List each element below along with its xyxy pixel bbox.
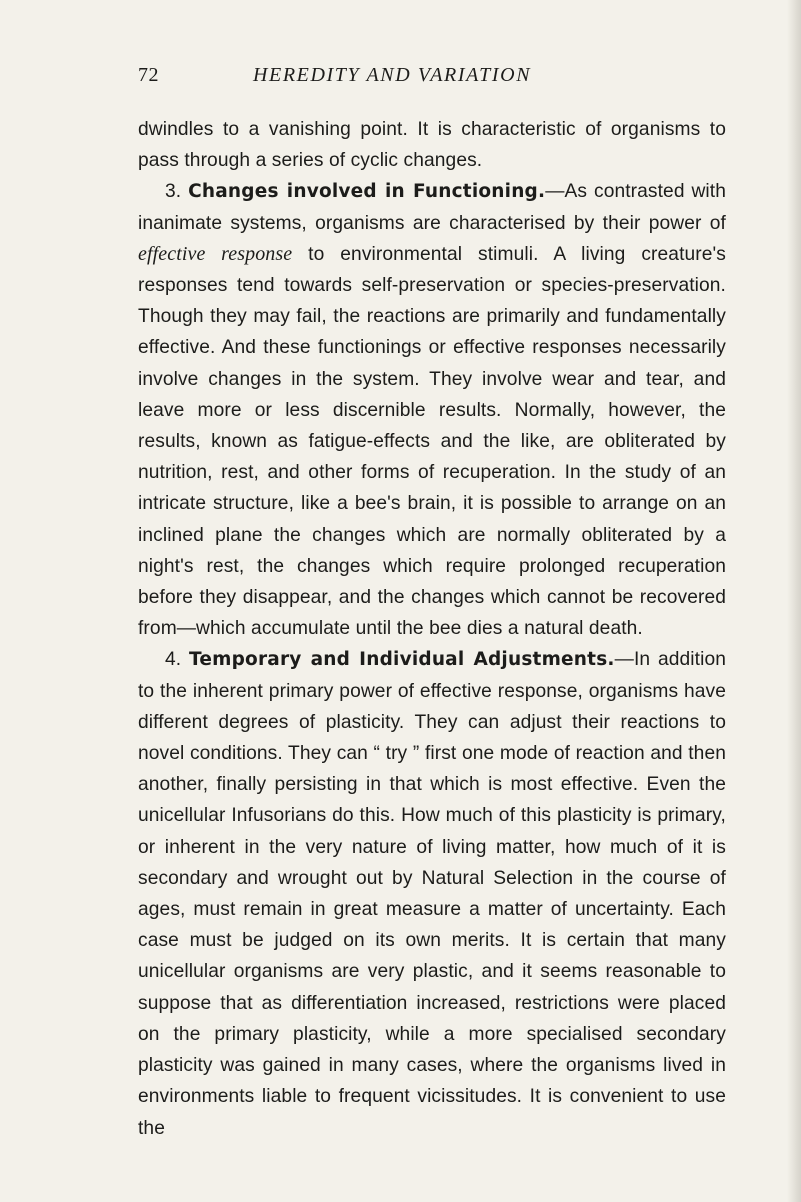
- paragraph-continuation: dwindles to a vanishing point. It is characteristic of organisms to pass through a series of cyclic changes.: [138, 119, 726, 172]
- running-head: [138, 64, 698, 94]
- page-edge-shadow: [787, 0, 801, 1202]
- running-title: HEREDITY AND VARIATION: [253, 64, 532, 86]
- body-text: [138, 114, 726, 1144]
- page-number: 72: [138, 64, 159, 86]
- section-3-emphasis: effective response: [138, 242, 293, 265]
- section-3-text-after: to environmental stimuli. A living creature's responses tend towards self-preservation or species-preservation. Though they may fail, the reactions are primarily and fundamentally effective. And these functionings or effective responses necessarily involve changes in the system. They involve wear and tear, and leave more or less discernible results. Normally, however, the results, known as fatigue-effects and the like, are obliterated by nutrition, rest, and other forms of recuperation. In the study of an intricate structure, like a bee's brain, it is possible to arrange on an inclined plane the changes which are normally obliterated by a night's rest, the changes which require prolonged recuperation before they disappear, and the changes which cannot be recovered from—which accumulate until the bee dies a natural death.: [138, 243, 727, 640]
- section-3-heading: Changes involved in Functioning.: [188, 181, 546, 203]
- paragraph-section-3: [138, 176, 726, 644]
- section-3-number: 3.: [165, 181, 182, 203]
- section-4-text: —In addition to the inherent primary power of effective response, organisms have different degrees of plasticity. They can adjust their reactions to novel conditions. They can “ try ” first one mode of reaction and then another, finally persisting in that which is most effective. Even the unicellular Infusorians do this. How much of this plasticity is primary, or inherent in the very nature of living matter, how much of it is secondary and wrought out by Natural Selection in the course of ages, must remain in great measure a matter of uncertainty. Each case must be judged on its own merits. It is certain that many unicellular organisms are very plastic, and it seems reasonable to suppose that as differentiation increased, restrictions were placed on the primary plasticity, while a more specialised secondary plasticity was gained in many cases, where the organisms lived in environments liable to frequent vicissitudes. It is convenient to use the: [138, 649, 726, 1139]
- section-3-text-before: —As contrasted with inanimate systems, organisms are characterised by their power of: [138, 181, 726, 234]
- paragraph-section-4: [138, 644, 726, 1143]
- section-4-heading: Temporary and Individual Adjustments.: [189, 649, 615, 671]
- section-4-number: 4.: [165, 649, 182, 671]
